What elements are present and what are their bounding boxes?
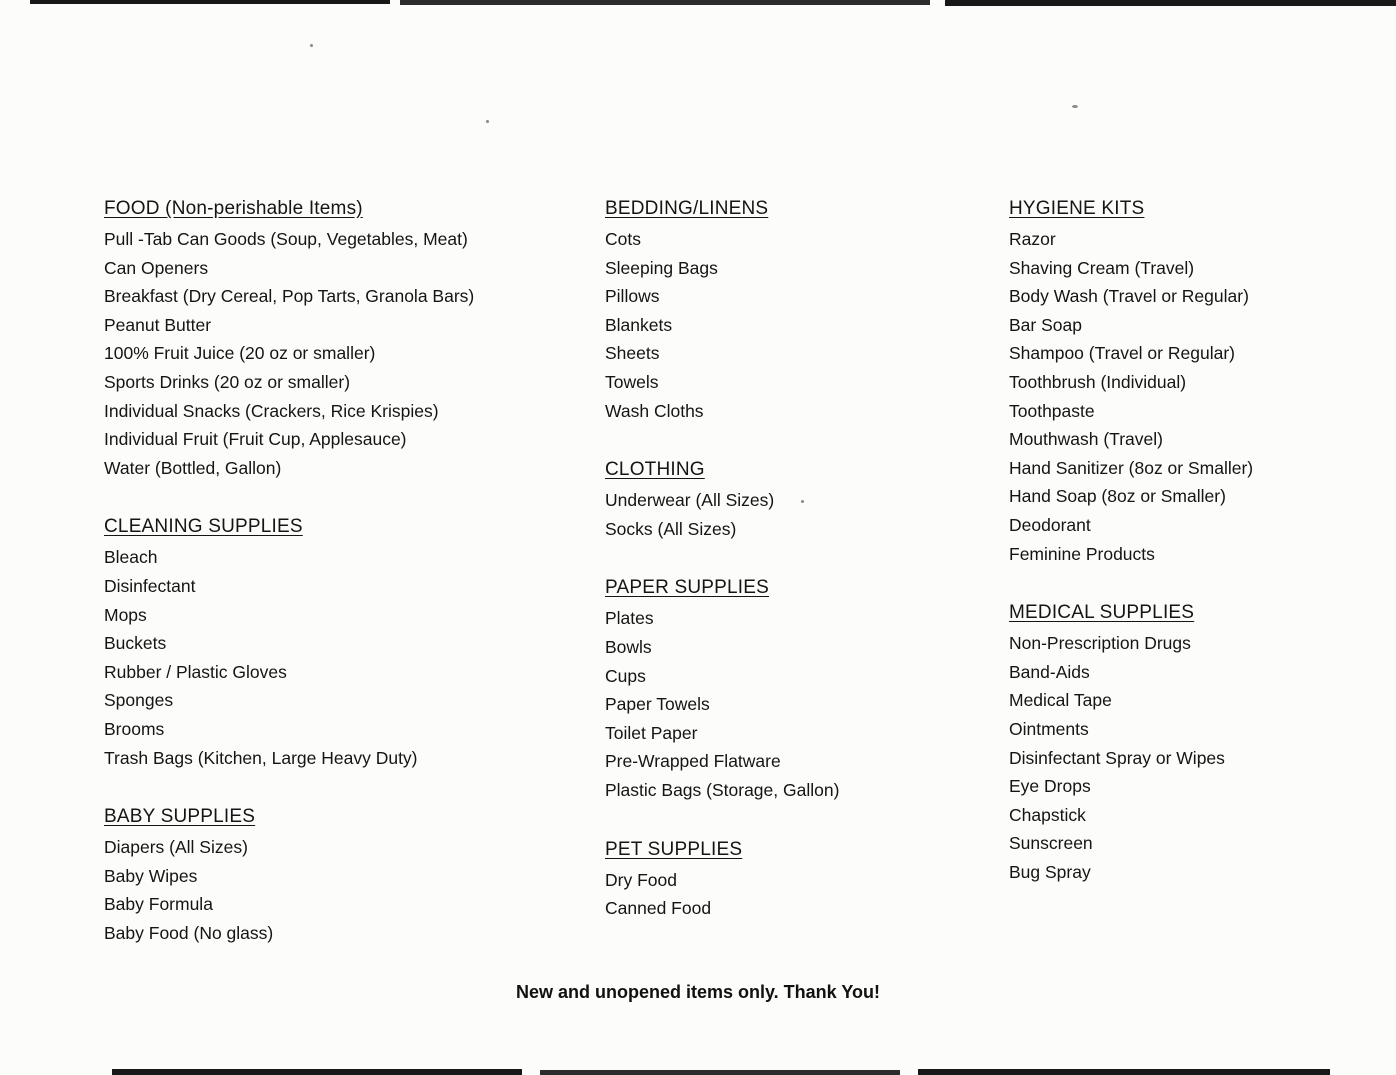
list-item: Plates bbox=[605, 608, 654, 629]
section-title: BABY SUPPLIES bbox=[104, 806, 256, 828]
list-item: Socks (All Sizes) bbox=[605, 518, 737, 539]
section-title: BEDDING/LINENS bbox=[605, 198, 769, 219]
list-item: Pre-Wrapped Flatware bbox=[605, 751, 781, 772]
list-item: Shampoo (Travel or Regular) bbox=[1009, 343, 1235, 364]
list-item: Sponges bbox=[104, 690, 174, 711]
list-item: Bar Soap bbox=[1009, 314, 1082, 335]
list-item: Medical Tape bbox=[1009, 690, 1112, 711]
list-item: Diapers (All Sizes) bbox=[104, 837, 248, 858]
list-item: Toothbrush (Individual) bbox=[1009, 371, 1187, 392]
list-item: Blankets bbox=[605, 314, 673, 335]
list-item: Peanut Butter bbox=[104, 314, 212, 335]
list-item: Rubber / Plastic Gloves bbox=[104, 661, 287, 682]
section-title: HYGIENE KITS bbox=[1009, 198, 1145, 219]
column-middle bbox=[605, 194, 1015, 953]
list-item: Band-Aids bbox=[1009, 661, 1090, 682]
list-item: Cups bbox=[605, 665, 646, 686]
list-item: Breakfast (Dry Cereal, Pop Tarts, Granola Bars) bbox=[104, 286, 475, 307]
list-item: Ointments bbox=[1009, 718, 1089, 739]
list-item: Feminine Products bbox=[1009, 543, 1155, 564]
list-item: Body Wash (Travel or Regular) bbox=[1009, 286, 1249, 307]
list-item: Shaving Cream (Travel) bbox=[1009, 257, 1195, 278]
section-pet-supplies bbox=[605, 835, 1015, 923]
section-title: PAPER SUPPLIES bbox=[605, 577, 770, 599]
scan-speckle bbox=[1072, 105, 1078, 108]
section-bedding-linens bbox=[605, 194, 1015, 425]
scan-speckle bbox=[486, 120, 489, 123]
list-item: Sports Drinks (20 oz or smaller) bbox=[104, 371, 351, 392]
scan-artifact-top bbox=[30, 0, 390, 4]
list-item: Toothpaste bbox=[1009, 400, 1095, 421]
section-title: FOOD (Non-perishable Items) bbox=[104, 198, 363, 219]
scan-speckle bbox=[310, 44, 313, 47]
list-item: Baby Formula bbox=[104, 894, 213, 915]
list-item: Trash Bags (Kitchen, Large Heavy Duty) bbox=[104, 747, 418, 768]
list-item: Bug Spray bbox=[1009, 861, 1091, 882]
scan-artifact-top bbox=[400, 0, 930, 5]
list-item: Sleeping Bags bbox=[605, 257, 718, 278]
list-item: Disinfectant bbox=[104, 575, 196, 596]
section-food-non-perishable-items bbox=[104, 194, 604, 482]
list-item: Cots bbox=[605, 229, 641, 249]
list-item: Pull -Tab Can Goods (Soup, Vegetables, Meat) bbox=[104, 229, 468, 249]
list-item: Razor bbox=[1009, 229, 1056, 249]
list-item: Baby Food (No glass) bbox=[104, 922, 274, 943]
list-item: Underwear (All Sizes) bbox=[605, 490, 775, 511]
section-hygiene-kits bbox=[1009, 194, 1396, 568]
section-title: CLEANING SUPPLIES bbox=[104, 516, 303, 538]
list-item: Sunscreen bbox=[1009, 833, 1093, 854]
list-item: Dry Food bbox=[605, 869, 677, 890]
list-item: Wash Cloths bbox=[605, 400, 704, 421]
list-item: Pillows bbox=[605, 286, 660, 307]
column-right bbox=[1009, 194, 1396, 916]
section-cleaning-supplies bbox=[104, 512, 604, 772]
scan-artifact-bottom bbox=[112, 1069, 522, 1075]
section-title: CLOTHING bbox=[605, 459, 705, 481]
list-item: Hand Sanitizer (8oz or Smaller) bbox=[1009, 457, 1254, 478]
section-title: PET SUPPLIES bbox=[605, 838, 743, 860]
list-item: Buckets bbox=[104, 633, 167, 654]
list-item: Bleach bbox=[104, 547, 158, 568]
list-item: Chapstick bbox=[1009, 804, 1086, 825]
section-paper-supplies bbox=[605, 573, 1015, 804]
list-item: Baby Wipes bbox=[104, 865, 198, 886]
section-medical-supplies bbox=[1009, 598, 1396, 886]
list-item: Can Openers bbox=[104, 257, 209, 278]
list-item: Hand Soap (8oz or Smaller) bbox=[1009, 486, 1226, 507]
list-item: Individual Snacks (Crackers, Rice Krispies) bbox=[104, 400, 439, 421]
list-item: Individual Fruit (Fruit Cup, Applesauce) bbox=[104, 429, 407, 450]
list-item: Disinfectant Spray or Wipes bbox=[1009, 747, 1225, 768]
scan-artifact-bottom bbox=[540, 1070, 900, 1075]
list-item: Brooms bbox=[104, 718, 165, 739]
footer-note: New and unopened items only. Thank You! bbox=[515, 982, 881, 1002]
list-item: Mops bbox=[104, 604, 147, 625]
list-item: Non-Prescription Drugs bbox=[1009, 633, 1191, 654]
section-baby-supplies bbox=[104, 802, 604, 947]
list-item: Towels bbox=[605, 371, 659, 392]
list-item: Sheets bbox=[605, 343, 660, 364]
column-left bbox=[104, 194, 604, 977]
list-item: Paper Towels bbox=[605, 694, 710, 715]
scan-artifact-bottom bbox=[918, 1069, 1330, 1075]
list-item: Plastic Bags (Storage, Gallon) bbox=[605, 779, 840, 800]
section-title: MEDICAL SUPPLIES bbox=[1009, 602, 1195, 624]
list-item: Mouthwash (Travel) bbox=[1009, 429, 1163, 450]
list-item: 100% Fruit Juice (20 oz or smaller) bbox=[104, 343, 376, 364]
list-item: Water (Bottled, Gallon) bbox=[104, 457, 282, 478]
list-item: Bowls bbox=[605, 636, 652, 657]
list-item: Toilet Paper bbox=[605, 722, 698, 743]
list-item: Eye Drops bbox=[1009, 776, 1091, 797]
list-item: Deodorant bbox=[1009, 514, 1091, 535]
list-item: Canned Food bbox=[605, 898, 712, 919]
section-clothing bbox=[605, 455, 1015, 543]
scan-artifact-top bbox=[945, 0, 1396, 6]
